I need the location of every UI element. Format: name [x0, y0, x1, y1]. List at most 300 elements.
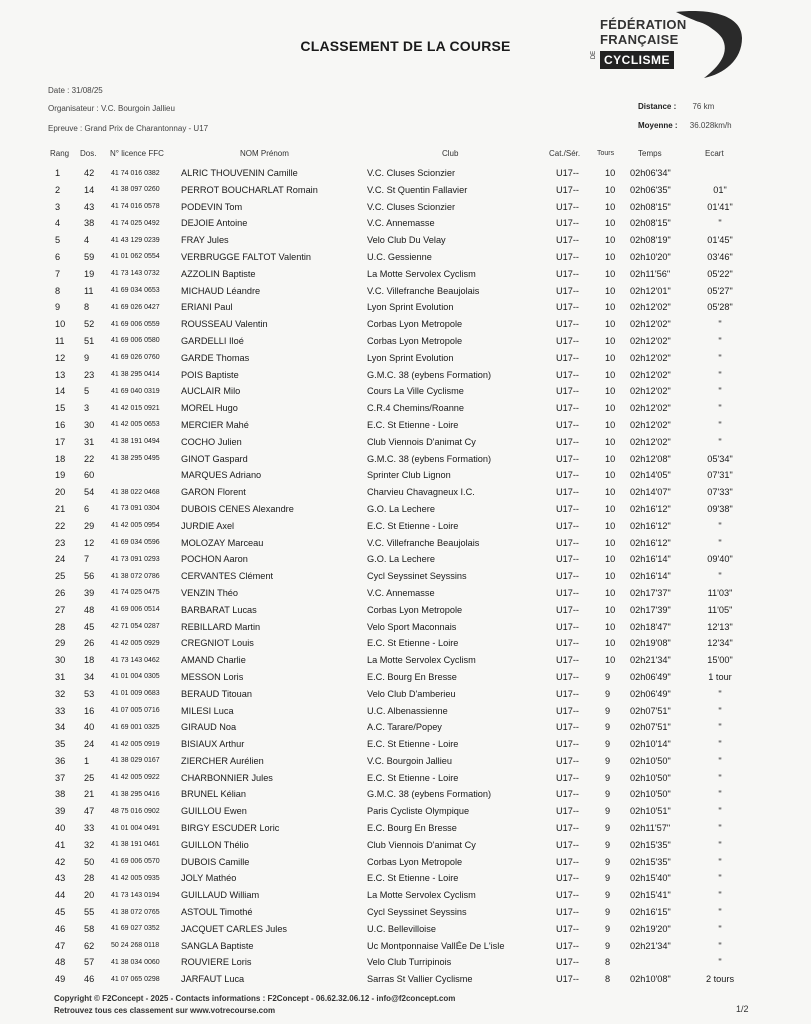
- cell-rang: 2: [55, 184, 61, 195]
- table-row: 42 50 41 69 006 0570 DUBOIS Camille Corbas Lyon Metropole U17-- 9 02h15'35" ": [55, 856, 722, 867]
- cell-temps: 02h12'02": [630, 386, 671, 397]
- cell-rang: 26: [55, 587, 66, 598]
- cell-rang: 4: [55, 218, 61, 229]
- table-row: 49 46 41 07 065 0298 JARFAUT Luca Sarras St Vallier Cyclisme U17-- 8 02h10'08" 2 tours: [55, 974, 735, 985]
- cell-rang: 39: [55, 806, 66, 817]
- cell-tours: 9: [605, 823, 611, 834]
- cell-tours: 10: [605, 369, 616, 380]
- cell-nom: MESSON Loris: [181, 671, 244, 682]
- cell-dos: 22: [84, 453, 95, 464]
- footer-copyright: Copyright © F2Concept - 2025 - Contacts informations : F2Concept - 06.62.32.06.12 - info@f2concept.com: [54, 994, 456, 1003]
- table-row: 21 6 41 73 091 0304 DUBOIS CENES Alexandre G.O. La Lechere U17-- 10 02h16'12" 09'38": [55, 503, 733, 514]
- cell-rang: 17: [55, 436, 66, 447]
- cell-licence: 41 42 005 0935: [111, 874, 160, 882]
- cell-tours: 10: [605, 604, 616, 615]
- cell-club: Sarras St Vallier Cyclisme: [367, 974, 473, 985]
- cell-club: Charvieu Chavagneux I.C.: [367, 487, 475, 498]
- cell-club: Lyon Sprint Evolution: [367, 352, 454, 363]
- cell-club: E.C. St Etienne - Loire: [367, 772, 459, 783]
- cell-rang: 14: [55, 386, 66, 397]
- cell-licence: 41 38 295 0495: [111, 455, 160, 463]
- cell-dos: 53: [84, 688, 95, 699]
- cell-temps: 02h10'50": [630, 789, 671, 800]
- cell-cat: U17--: [556, 218, 579, 229]
- cell-rang: 33: [55, 705, 66, 716]
- cell-tours: 9: [605, 923, 611, 934]
- cell-rang: 12: [55, 352, 66, 363]
- cell-nom: BIRGY ESCUDER Loric: [181, 823, 280, 834]
- table-row: 2 14 41 38 097 0260 PERROT BOUCHARLAT Romain V.C. St Quentin Fallavier U17-- 10 02h06'35" 01": [55, 184, 727, 195]
- cell-cat: U17--: [556, 436, 579, 447]
- cell-rang: 10: [55, 319, 66, 330]
- cell-nom: DEJOIE Antoine: [181, 218, 248, 229]
- cell-temps: 02h06'49": [630, 688, 671, 699]
- cell-licence: 41 42 005 0922: [111, 774, 160, 782]
- cell-nom: POCHON Aaron: [181, 554, 248, 565]
- table-row: 9 8 41 69 026 0427 ERIANI Paul Lyon Sprint Evolution U17-- 10 02h12'02" 05'28": [55, 302, 733, 313]
- col-header-ecart: Ecart: [705, 149, 724, 158]
- cell-dos: 23: [84, 369, 95, 380]
- cell-rang: 45: [55, 907, 66, 918]
- table-row: 28 45 42 71 054 0287 REBILLARD Martin Velo Sport Maconnais U17-- 10 02h18'47" 12'13": [55, 621, 733, 632]
- cell-nom: ZIERCHER Aurélien: [181, 755, 264, 766]
- cell-temps: 02h16'12": [630, 537, 671, 548]
- cell-nom: AUCLAIR Milo: [181, 386, 241, 397]
- distance-label: Distance :: [638, 102, 677, 111]
- meta-organisateur: [48, 104, 175, 113]
- cell-dos: 38: [84, 218, 95, 229]
- cell-temps: 02h19'08": [630, 638, 671, 649]
- cell-dos: 9: [84, 352, 90, 363]
- cell-nom: MILESI Luca: [181, 705, 234, 716]
- cell-licence: 41 01 004 0491: [111, 824, 160, 832]
- cell-nom: JURDIE Axel: [181, 520, 235, 531]
- cell-nom: BARBARAT Lucas: [181, 604, 257, 615]
- cell-club: G.O. La Lechere: [367, 554, 435, 565]
- table-row: 37 25 41 42 005 0922 CHARBONNIER Jules E.C. St Etienne - Loire U17-- 9 02h10'50" ": [55, 772, 722, 783]
- cell-licence: 41 42 015 0921: [111, 404, 160, 412]
- cell-rang: 36: [55, 755, 66, 766]
- logo-line-francaise: FRANÇAISE: [600, 32, 679, 47]
- cell-licence: 41 74 025 0475: [111, 589, 160, 597]
- cell-tours: 10: [605, 621, 616, 632]
- cell-tours: 10: [605, 470, 616, 481]
- cell-tours: 9: [605, 890, 611, 901]
- cell-club: Velo Club Du Velay: [367, 235, 446, 246]
- cell-cat: U17--: [556, 873, 579, 884]
- cell-nom: CERVANTES Clément: [181, 571, 274, 582]
- cell-dos: 19: [84, 268, 95, 279]
- cell-club: V.C. Annemasse: [367, 218, 435, 229]
- cell-cat: U17--: [556, 907, 579, 918]
- cell-dos: 28: [84, 873, 95, 884]
- logo-line-federation: FÉDÉRATION: [600, 17, 687, 32]
- cell-tours: 9: [605, 705, 611, 716]
- cell-club: V.C. St Quentin Fallavier: [367, 184, 468, 195]
- cell-temps: 02h16'14": [630, 571, 671, 582]
- cell-licence: 41 38 072 0786: [111, 572, 160, 580]
- cell-club: U.C. Bellevilloise: [367, 923, 436, 934]
- cell-club: Uc Montponnaise VallÉe De L'isle: [367, 940, 505, 951]
- cell-rang: 20: [55, 487, 66, 498]
- cell-club: E.C. St Etienne - Loire: [367, 873, 459, 884]
- cell-rang: 30: [55, 655, 66, 666]
- table-row: 10 52 41 69 006 0559 ROUSSEAU Valentin Corbas Lyon Metropole U17-- 10 02h12'02" ": [55, 319, 722, 330]
- cell-nom: MARQUES Adriano: [181, 470, 262, 481]
- cell-temps: 02h10'51": [630, 806, 671, 817]
- cell-cat: U17--: [556, 974, 579, 985]
- cell-club: Cycl Seyssinet Seyssins: [367, 571, 467, 582]
- cell-cat: U17--: [556, 302, 579, 313]
- cell-cat: U17--: [556, 823, 579, 834]
- table-row: 8 11 41 69 034 0653 MICHAUD Léandre V.C. Villefranche Beaujolais U17-- 10 02h12'01" 05'27": [55, 285, 733, 296]
- cell-dos: 25: [84, 772, 95, 783]
- cell-temps: 02h12'02": [630, 419, 671, 430]
- table-row: 39 47 48 75 016 0902 GUILLOU Ewen Paris Cycliste Olympique U17-- 9 02h10'51" ": [55, 806, 722, 817]
- cell-rang: 5: [55, 235, 61, 246]
- cell-temps: 02h08'19": [630, 235, 671, 246]
- cell-licence: 41 38 022 0468: [111, 488, 160, 496]
- cell-club: La Motte Servolex Cyclism: [367, 268, 476, 279]
- cell-rang: 40: [55, 823, 66, 834]
- cell-tours: 9: [605, 789, 611, 800]
- cell-cat: U17--: [556, 369, 579, 380]
- cell-cat: U17--: [556, 201, 579, 212]
- cell-licence: 41 38 295 0414: [111, 371, 160, 379]
- cell-licence: 41 42 005 0919: [111, 740, 160, 748]
- cell-tours: 10: [605, 520, 616, 531]
- cell-nom: BISIAUX Arthur: [181, 739, 245, 750]
- cell-nom: MERCIER Mahé: [181, 419, 249, 430]
- cell-dos: 42: [84, 168, 95, 178]
- cell-cat: U17--: [556, 235, 579, 246]
- cell-tours: 10: [605, 302, 616, 313]
- cell-temps: 02h10'50": [630, 772, 671, 783]
- cell-dos: 18: [84, 655, 95, 666]
- cell-licence: 41 73 143 0732: [111, 270, 160, 278]
- cell-dos: 51: [84, 335, 95, 346]
- cell-dos: 57: [84, 957, 95, 968]
- cell-nom: ALRIC THOUVENIN Camille: [181, 168, 298, 178]
- cell-cat: U17--: [556, 537, 579, 548]
- cell-temps: 02h12'02": [630, 436, 671, 447]
- cell-licence: 41 69 040 0319: [111, 387, 160, 395]
- cell-dos: 30: [84, 419, 95, 430]
- cell-temps: 02h08'15": [630, 201, 671, 212]
- table-row: 5 4 41 43 129 0239 FRAY Jules Velo Club Du Velay U17-- 10 02h08'19" 01'45": [55, 235, 733, 246]
- cell-tours: 8: [605, 957, 611, 968]
- cell-tours: 10: [605, 235, 616, 246]
- cell-rang: 25: [55, 571, 66, 582]
- cell-rang: 3: [55, 201, 61, 212]
- cell-dos: 20: [84, 890, 95, 901]
- cell-dos: 60: [84, 470, 95, 481]
- cell-dos: 29: [84, 520, 95, 531]
- cell-tours: 10: [605, 638, 616, 649]
- cell-temps: 02h14'05": [630, 470, 671, 481]
- cell-nom: GIRAUD Noa: [181, 722, 237, 733]
- cell-nom: ROUVIERE Loris: [181, 957, 252, 968]
- meta-epreuve: [48, 124, 208, 133]
- table-row: 38 21 41 38 295 0416 BRUNEL Kélian G.M.C. 38 (eybens Formation) U17-- 9 02h10'50" ": [55, 789, 722, 800]
- cell-rang: 1: [55, 168, 61, 178]
- cell-licence: 41 69 026 0760: [111, 354, 160, 362]
- table-row: 31 34 41 01 004 0305 MESSON Loris E.C. Bourg En Bresse U17-- 9 02h06'49" 1 tour: [55, 671, 732, 682]
- cell-nom: JOLY Mathéo: [181, 873, 237, 884]
- table-row: 43 28 41 42 005 0935 JOLY Mathéo E.C. St Etienne - Loire U17-- 9 02h15'40" ": [55, 873, 722, 884]
- cell-cat: U17--: [556, 571, 579, 582]
- cell-licence: 41 69 006 0570: [111, 858, 160, 866]
- cell-nom: VERBRUGGE FALTOT Valentin: [181, 251, 312, 262]
- col-header-temps: Temps: [638, 149, 662, 158]
- cell-rang: 27: [55, 604, 66, 615]
- cell-temps: 02h10'14": [630, 739, 671, 750]
- cell-temps: 02h10'20": [630, 251, 671, 262]
- cell-club: A.C. Tarare/Popey: [367, 722, 442, 733]
- cell-tours: 10: [605, 419, 616, 430]
- table-row: 24 7 41 73 091 0293 POCHON Aaron G.O. La Lechere U17-- 10 02h16'14" 09'40": [55, 554, 733, 565]
- cell-rang: 24: [55, 554, 66, 565]
- cell-club: V.C. Villefranche Beaujolais: [367, 285, 480, 296]
- cell-club: Sprinter Club Lignon: [367, 470, 451, 481]
- cell-licence: 41 69 034 0596: [111, 539, 160, 547]
- cell-cat: U17--: [556, 403, 579, 414]
- cell-tours: 9: [605, 722, 611, 733]
- cell-rang: 19: [55, 470, 66, 481]
- cell-dos: 6: [84, 503, 90, 514]
- cell-rang: 32: [55, 688, 66, 699]
- cell-club: Corbas Lyon Metropole: [367, 604, 463, 615]
- table-row: 26 39 41 74 025 0475 VENZIN Théo V.C. Annemasse U17-- 10 02h17'37" 11'03": [55, 587, 733, 598]
- cell-club: Cycl Seyssinet Seyssins: [367, 907, 467, 918]
- cell-dos: 11: [84, 285, 94, 296]
- cell-cat: U17--: [556, 839, 579, 850]
- cell-dos: 58: [84, 923, 95, 934]
- footer-retrouvez: Retrouvez tous ces classement sur www.votrecourse.com: [54, 1006, 276, 1015]
- cell-licence: 42 71 054 0287: [111, 623, 160, 631]
- cell-temps: 02h11'57": [630, 823, 671, 834]
- cell-tours: 10: [605, 335, 616, 346]
- cell-licence: 41 42 005 0929: [111, 639, 160, 647]
- cell-tours: 10: [605, 554, 616, 565]
- cell-tours: 9: [605, 688, 611, 699]
- cell-cat: U17--: [556, 319, 579, 330]
- table-row: 30 18 41 73 143 0462 AMAND Charlie La Motte Servolex Cyclism U17-- 10 02h21'34" 15'00": [55, 655, 733, 666]
- table-row: 19 60 MARQUES Adriano Sprinter Club Lignon U17-- 10 02h14'05" 07'31": [55, 470, 733, 481]
- cell-temps: 02h06'35": [630, 184, 671, 195]
- table-row: 34 40 41 69 001 0325 GIRAUD Noa A.C. Tarare/Popey U17-- 9 02h07'51" ": [55, 722, 722, 733]
- table-row: 25 56 41 38 072 0786 CERVANTES Clément Cycl Seyssinet Seyssins U17-- 10 02h16'14" ": [55, 571, 722, 582]
- cell-club: U.C. Gessienne: [367, 251, 432, 262]
- cell-rang: 18: [55, 453, 66, 464]
- cell-club: E.C. St Etienne - Loire: [367, 739, 459, 750]
- cell-club: G.M.C. 38 (eybens Formation): [367, 789, 492, 800]
- cell-cat: U17--: [556, 705, 579, 716]
- cell-licence: 41 42 005 0954: [111, 522, 160, 530]
- cell-nom: VENZIN Théo: [181, 587, 239, 598]
- table-row: 35 24 41 42 005 0919 BISIAUX Arthur E.C. St Etienne - Loire U17-- 9 02h10'14" ": [55, 739, 722, 750]
- cell-rang: 11: [55, 335, 65, 346]
- logo-line-cyclisme: CYCLISME: [600, 51, 674, 69]
- cell-cat: U17--: [556, 520, 579, 531]
- cell-tours: 10: [605, 201, 616, 212]
- cell-nom: DUBOIS CENES Alexandre: [181, 503, 294, 514]
- cell-dos: 12: [84, 537, 95, 548]
- cell-rang: 16: [55, 419, 66, 430]
- organisateur-label: Organisateur :: [48, 104, 99, 113]
- cell-cat: U17--: [556, 487, 579, 498]
- table-row: 47 62 50 24 268 0118 SANGLA Baptiste Uc Montponnaise VallÉe De L'isle U17-- 9 02h21'34" ": [55, 940, 722, 951]
- cell-licence: 41 38 029 0167: [111, 757, 160, 765]
- table-row: 27 48 41 69 006 0514 BARBARAT Lucas Corbas Lyon Metropole U17-- 10 02h17'39" 11'05": [55, 604, 733, 615]
- table-row: 16 30 41 42 005 0653 MERCIER Mahé E.C. St Etienne - Loire U17-- 10 02h12'02" ": [55, 419, 722, 430]
- cell-tours: 10: [605, 268, 616, 279]
- moyenne-value: 36.028km/h: [689, 121, 732, 130]
- cell-rang: 44: [55, 890, 66, 901]
- table-row: 45 55 41 38 072 0765 ASTOUL Timothé Cycl Seyssinet Seyssins U17-- 9 02h16'15" ": [55, 907, 722, 918]
- cell-club: Velo Club D'amberieu: [367, 688, 456, 699]
- cell-rang: 13: [55, 369, 66, 380]
- cell-nom: REBILLARD Martin: [181, 621, 261, 632]
- cell-nom: MICHAUD Léandre: [181, 285, 261, 296]
- cell-dos: 52: [84, 319, 95, 330]
- cell-dos: 56: [84, 571, 95, 582]
- meta-date: [48, 86, 103, 95]
- cell-club: V.C. Bourgoin Jallieu: [367, 755, 452, 766]
- cell-cat: U17--: [556, 352, 579, 363]
- cell-licence: 41 74 016 0382: [111, 169, 160, 177]
- cell-club: Lyon Sprint Evolution: [367, 302, 454, 313]
- cell-rang: 42: [55, 856, 66, 867]
- cell-temps: 02h12'02": [630, 352, 671, 363]
- cell-licence: 41 74 016 0578: [111, 203, 160, 211]
- cell-rang: 7: [55, 268, 61, 279]
- cell-temps: 02h06'34": [630, 168, 671, 178]
- cell-licence: 41 42 005 0653: [111, 421, 160, 429]
- cell-club: E.C. St Etienne - Loire: [367, 419, 459, 430]
- cell-tours: 10: [605, 251, 616, 262]
- cell-licence: 50 24 268 0118: [111, 942, 160, 950]
- cell-nom: GARDE Thomas: [181, 352, 250, 363]
- table-row: 29 26 41 42 005 0929 CREGNIOT Louis E.C. St Etienne - Loire U17-- 10 02h19'08" 12'34": [55, 638, 733, 649]
- date-label: Date :: [48, 86, 70, 95]
- cell-rang: 6: [55, 251, 61, 262]
- cell-rang: 48: [55, 957, 66, 968]
- cell-licence: 41 01 009 0683: [111, 690, 160, 698]
- cell-club: E.C. St Etienne - Loire: [367, 638, 459, 649]
- cell-licence: 41 38 097 0260: [111, 186, 160, 194]
- table-row: 32 53 41 01 009 0683 BERAUD Titouan Velo Club D'amberieu U17-- 9 02h06'49" ": [55, 688, 722, 699]
- cell-cat: U17--: [556, 386, 579, 397]
- cell-nom: COCHO Julien: [181, 436, 242, 447]
- cell-cat: U17--: [556, 168, 579, 178]
- cell-club: Corbas Lyon Metropole: [367, 335, 463, 346]
- cell-licence: 41 38 191 0461: [111, 841, 160, 849]
- cell-nom: AZZOLIN Baptiste: [181, 268, 256, 279]
- cell-rang: 41: [55, 839, 66, 850]
- cell-temps: 02h10'08": [630, 974, 671, 985]
- table-row: 40 33 41 01 004 0491 BIRGY ESCUDER Loric E.C. Bourg En Bresse U17-- 9 02h11'57" ": [55, 823, 722, 834]
- logo-prefix: DE: [591, 50, 598, 60]
- cell-tours: 10: [605, 503, 616, 514]
- table-row: 17 31 41 38 191 0494 COCHO Julien Club Viennois D'animat Cy U17-- 10 02h12'02" ": [55, 436, 722, 447]
- cell-cat: U17--: [556, 251, 579, 262]
- cell-licence: 41 69 006 0559: [111, 320, 160, 328]
- cell-licence: 41 69 034 0653: [111, 287, 160, 295]
- table-row: 11 51 41 69 006 0580 GARDELLI Iloé Corbas Lyon Metropole U17-- 10 02h12'02" ": [55, 335, 722, 346]
- cell-licence: 41 69 026 0427: [111, 303, 160, 311]
- col-header-tours: Tours: [597, 150, 615, 157]
- cell-dos: 40: [84, 722, 95, 733]
- cell-club: G.M.C. 38 (eybens Formation): [367, 369, 492, 380]
- cell-dos: 32: [84, 839, 95, 850]
- cell-nom: FRAY Jules: [181, 235, 229, 246]
- cell-dos: 55: [84, 907, 95, 918]
- cell-club: Club Viennois D'animat Cy: [367, 436, 476, 447]
- cell-temps: 02h16'15": [630, 907, 671, 918]
- cell-club: E.C. Bourg En Bresse: [367, 823, 457, 834]
- cell-rang: 8: [55, 285, 61, 296]
- cell-club: La Motte Servolex Cyclism: [367, 655, 476, 666]
- cell-temps: 02h18'47": [630, 621, 671, 632]
- cell-tours: 9: [605, 907, 611, 918]
- cell-rang: 31: [55, 671, 66, 682]
- cell-tours: 10: [605, 285, 616, 296]
- cell-cat: U17--: [556, 789, 579, 800]
- cell-cat: U17--: [556, 923, 579, 934]
- cell-nom: MOLOZAY Marceau: [181, 537, 264, 548]
- cell-club: V.C. Annemasse: [367, 587, 435, 598]
- cell-tours: 9: [605, 671, 611, 682]
- cell-tours: 9: [605, 856, 611, 867]
- meta-moyenne: [638, 121, 732, 130]
- table-row: 48 57 41 38 034 0060 ROUVIERE Loris Velo Club Turripinois U17-- 8 ": [55, 957, 722, 968]
- table-row: 36 1 41 38 029 0167 ZIERCHER Aurélien V.C. Bourgoin Jallieu U17-- 9 02h10'50" ": [55, 755, 722, 766]
- ffc-logo: [592, 8, 744, 80]
- cell-rang: 35: [55, 739, 66, 750]
- cell-nom: MOREL Hugo: [181, 403, 238, 414]
- cell-nom: GUILLOU Ewen: [181, 806, 247, 817]
- cell-nom: GINOT Gaspard: [181, 453, 248, 464]
- cell-nom: GARDELLI Iloé: [181, 335, 244, 346]
- cell-licence: 41 07 005 0716: [111, 707, 160, 714]
- cell-rang: 28: [55, 621, 66, 632]
- cell-cat: U17--: [556, 806, 579, 817]
- cell-licence: 41 69 006 0514: [111, 606, 160, 614]
- date-value: 31/08/25: [71, 86, 103, 95]
- cell-cat: U17--: [556, 621, 579, 632]
- cell-cat: U17--: [556, 470, 579, 481]
- cell-licence: 41 74 025 0492: [111, 219, 160, 227]
- cell-temps: 02h17'39": [630, 604, 671, 615]
- distance-value: 76 km: [692, 102, 715, 111]
- cell-nom: PERROT BOUCHARLAT Romain: [181, 184, 318, 195]
- table-row: 41 32 41 38 191 0461 GUILLON Thélio Club Viennois D'animat Cy U17-- 9 02h15'35" ": [55, 839, 722, 850]
- cell-temps: 02h15'40": [630, 873, 671, 884]
- cell-cat: U17--: [556, 604, 579, 615]
- cell-cat: U17--: [556, 268, 579, 279]
- cell-cat: U17--: [556, 184, 579, 195]
- cell-nom: GUILLAUD William: [181, 890, 260, 901]
- cell-dos: 26: [84, 638, 95, 649]
- cell-nom: BERAUD Titouan: [181, 688, 252, 699]
- cell-tours: 9: [605, 839, 611, 850]
- cell-nom: GARON Florent: [181, 487, 246, 498]
- cell-temps: 02h12'08": [630, 453, 671, 464]
- cell-tours: 10: [605, 587, 616, 598]
- cell-tours: 10: [605, 184, 616, 195]
- cell-club: Velo Sport Maconnais: [367, 621, 457, 632]
